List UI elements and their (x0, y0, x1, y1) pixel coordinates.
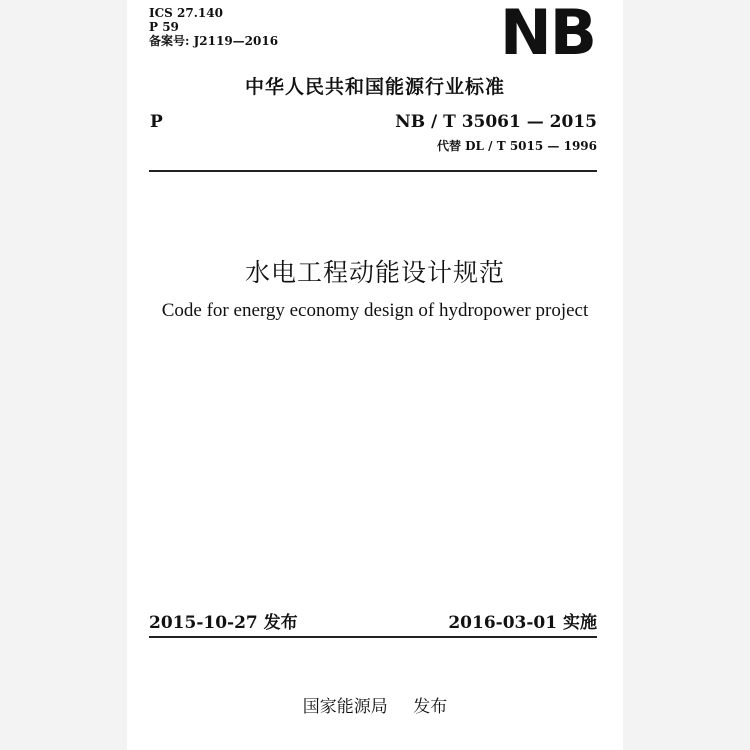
document-cover (127, 0, 623, 750)
record-number: 备案号: J2119—2016 (149, 34, 279, 48)
bottom-divider (149, 636, 597, 638)
issuer-label: 发布 (413, 697, 448, 717)
implement-label: 实施 (563, 613, 597, 633)
issuer-name: 国家能源局 (302, 697, 388, 717)
ics-code: ICS 27.140 (149, 6, 223, 20)
implement-date (448, 608, 597, 633)
classification-block (149, 6, 278, 48)
standard-number: NB / T 35061 — 2015 (395, 112, 597, 132)
publish-date-value: 2015-10-27 (149, 613, 258, 633)
nb-logo: NB (499, 0, 595, 69)
document-title-zh: 水电工程动能设计规范 (244, 258, 505, 287)
replaces-note: 代替 DL / T 5015 — 1996 (436, 139, 597, 153)
category-letter: P (150, 112, 163, 132)
implement-date-value: 2016-03-01 (448, 613, 558, 633)
top-divider (149, 170, 597, 172)
issuer (127, 692, 623, 717)
p-class-code: P 59 (149, 20, 179, 34)
standard-title: 中华人民共和国能源行业标准 (244, 76, 505, 98)
document-title-en: Code for energy economy design of hydropower project (161, 300, 589, 321)
publish-label: 发布 (263, 613, 298, 633)
publish-date (149, 608, 298, 633)
